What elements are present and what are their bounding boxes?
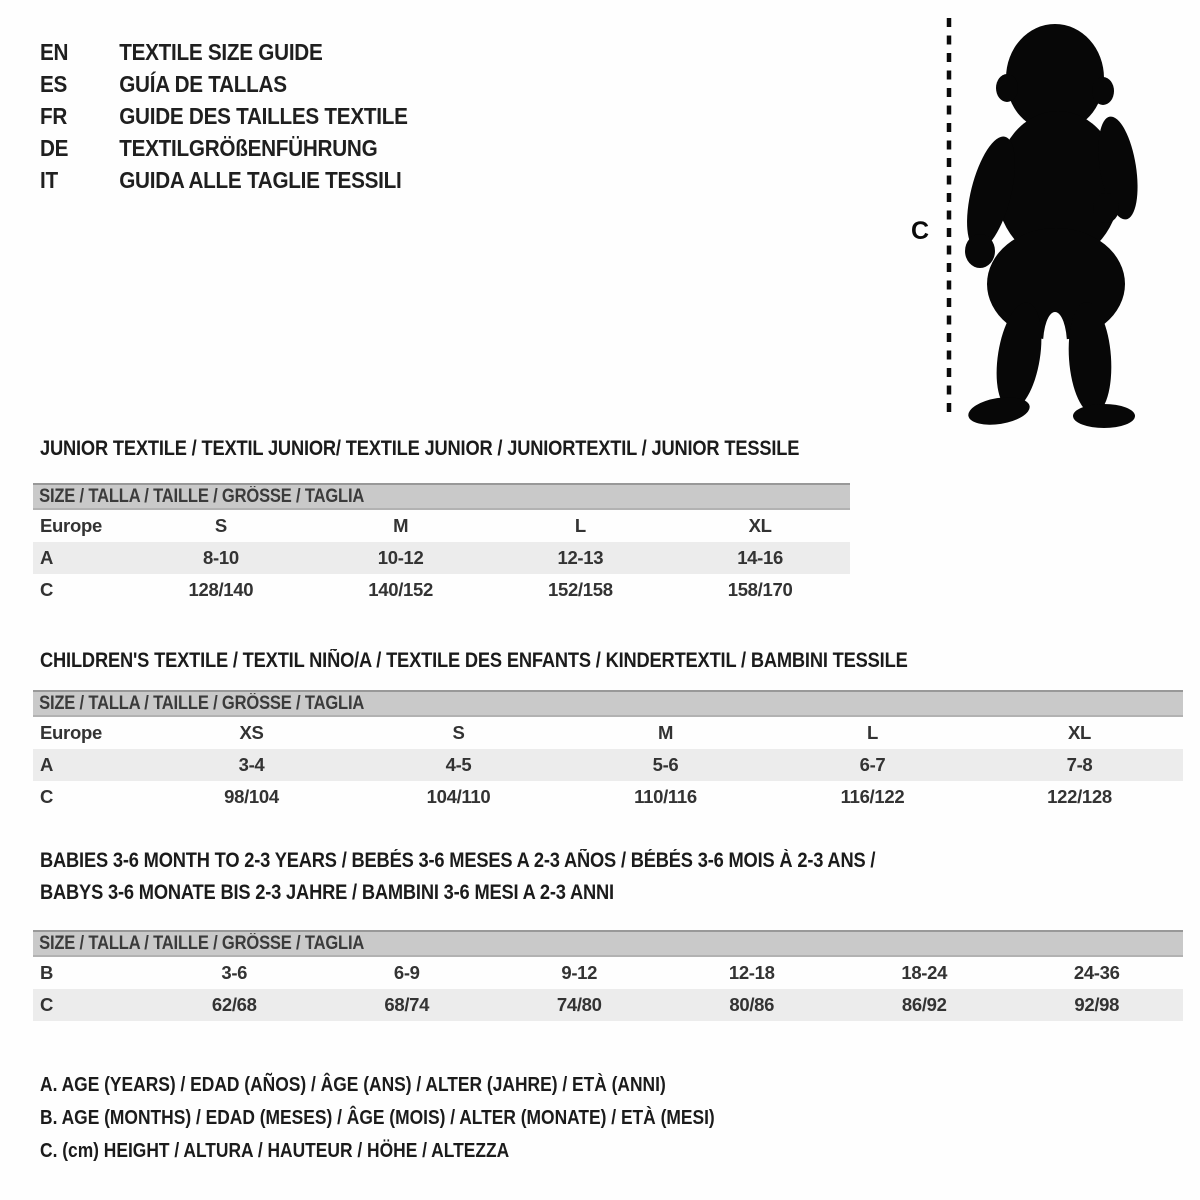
table-row-age: [33, 749, 1183, 781]
table-cell: 18-24: [901, 962, 948, 983]
row-label: Europe: [40, 722, 102, 743]
size-header-label: SIZE / TALLA / TAILLE / GRÖSSE / TAGLIA: [39, 485, 365, 507]
children-section-title-text: CHILDREN'S TEXTILE / TEXTIL NIÑO/A / TEXTILE DES ENFANTS / KINDERTEXTIL / BAMBINI TESSILE: [40, 649, 908, 672]
row-label: A: [40, 547, 54, 568]
language-code: EN: [40, 38, 69, 65]
table-cell: 3-4: [238, 754, 265, 775]
table-cell: 12-13: [557, 547, 604, 568]
table-cell: 6-7: [859, 754, 886, 775]
size-header-bar: [33, 930, 1183, 957]
junior-size-table: [33, 483, 850, 606]
language-row-en: [40, 36, 408, 68]
table-cell: 9-12: [561, 962, 598, 983]
table-cell: 10-12: [377, 547, 424, 568]
size-header-bar: [33, 690, 1183, 717]
table-cell: 116/122: [840, 786, 905, 807]
height-measure-label: C: [911, 217, 930, 245]
babies-section-title-line2: BABYS 3-6 MONATE BIS 2-3 JAHRE / BAMBINI 3-6 MESI A 2-3 ANNI: [40, 881, 614, 904]
junior-section-title-text: JUNIOR TEXTILE / TEXTIL JUNIOR/ TEXTILE JUNIOR / JUNIORTEXTIL / JUNIOR TESSILE: [40, 437, 800, 460]
babies-size-table: [33, 930, 1183, 1021]
table-row-height: [33, 989, 1183, 1021]
row-label: C: [40, 579, 54, 600]
toddler-silhouette-icon: [958, 24, 1144, 428]
table-cell: 24-36: [1073, 962, 1120, 983]
table-cell: 6-9: [393, 962, 420, 983]
language-row-fr: [40, 100, 408, 132]
table-cell: 122/128: [1047, 786, 1112, 807]
table-cell: 68/74: [384, 994, 430, 1015]
table-cell: 98/104: [224, 786, 279, 807]
row-label: A: [40, 754, 54, 775]
table-cell: 152/158: [547, 579, 613, 600]
table-cell: 74/80: [556, 994, 602, 1015]
table-cell: 128/140: [188, 579, 254, 600]
row-label: C: [40, 786, 54, 807]
legend-item-c-text: C. (cm) HEIGHT / ALTURA / HAUTEUR / HÖHE / ALTEZZA: [40, 1140, 510, 1162]
table-row-height: [33, 574, 850, 606]
table-cell: 140/152: [368, 579, 434, 600]
row-label: C: [40, 994, 54, 1015]
row-label: B: [40, 962, 54, 983]
table-cell: 80/86: [729, 994, 775, 1015]
language-title: GUIDA ALLE TAGLIE TESSILI: [119, 166, 402, 193]
size-header-label: SIZE / TALLA / TAILLE / GRÖSSE / TAGLIA: [39, 932, 365, 954]
table-cell: 86/92: [901, 994, 947, 1015]
table-row-age: [33, 542, 850, 574]
babies-section-title-line1: BABIES 3-6 MONTH TO 2-3 YEARS / BEBÉS 3-6 MESES A 2-3 AÑOS / BÉBÉS 3-6 MOIS À 2-3 ANS /: [40, 849, 876, 872]
language-code: FR: [40, 102, 68, 129]
language-code: DE: [40, 134, 69, 161]
table-cell: XS: [239, 722, 264, 743]
table-cell: XL: [1067, 722, 1092, 743]
language-title: GUIDE DES TAILLES TEXTILE: [119, 102, 408, 129]
measurement-figure: [898, 8, 1158, 428]
table-cell: 158/170: [727, 579, 793, 600]
table-row-age-months: [33, 957, 1183, 989]
row-label: Europe: [40, 515, 102, 536]
table-cell: 62/68: [211, 994, 257, 1015]
table-cell: 92/98: [1074, 994, 1120, 1015]
table-row-europe: [33, 717, 1183, 749]
table-cell: 110/116: [634, 786, 697, 807]
table-row-height: [33, 781, 1183, 813]
table-cell: 12-18: [728, 962, 775, 983]
babies-section-title: [40, 845, 1000, 904]
language-title: TEXTILE SIZE GUIDE: [119, 38, 323, 65]
legend-item-b: [40, 1102, 816, 1135]
language-code: ES: [40, 70, 68, 97]
table-cell: 4-5: [445, 754, 472, 775]
table-cell: S: [214, 515, 227, 536]
table-cell: S: [452, 722, 465, 743]
language-title: GUÍA DE TALLAS: [119, 70, 287, 97]
language-title: TEXTILGRÖßENFÜHRUNG: [119, 134, 378, 161]
table-cell: 3-6: [221, 962, 248, 983]
table-cell: 14-16: [737, 547, 784, 568]
children-size-table: [33, 690, 1183, 813]
table-cell: 5-6: [652, 754, 679, 775]
junior-section-title: [40, 436, 913, 462]
table-cell: 7-8: [1066, 754, 1093, 775]
table-cell: 8-10: [202, 547, 239, 568]
children-section-title: [40, 648, 1037, 674]
table-cell: M: [393, 515, 409, 536]
language-row-it: [40, 164, 408, 196]
table-cell: L: [574, 515, 586, 536]
language-row-es: [40, 68, 408, 100]
legend-item-a: [40, 1069, 816, 1102]
language-list: [40, 36, 449, 196]
size-header-bar: [33, 483, 850, 510]
legend-item-c: [40, 1135, 816, 1168]
legend-item-a-text: A. AGE (YEARS) / EDAD (AÑOS) / ÂGE (ANS) / ALTER (JAHRE) / ETÀ (ANNI): [40, 1074, 666, 1096]
size-header-label: SIZE / TALLA / TAILLE / GRÖSSE / TAGLIA: [39, 692, 365, 714]
table-cell: XL: [748, 515, 772, 536]
table-row-europe: [33, 510, 850, 542]
table-cell: 104/110: [426, 786, 491, 807]
table-cell: M: [657, 722, 674, 743]
language-row-de: [40, 132, 408, 164]
language-code: IT: [40, 166, 58, 193]
measure-legend: [40, 1069, 816, 1168]
legend-item-b-text: B. AGE (MONTHS) / EDAD (MESES) / ÂGE (MOIS) / ALTER (MONATE) / ETÀ (MESI): [40, 1107, 715, 1129]
table-cell: L: [866, 722, 878, 743]
